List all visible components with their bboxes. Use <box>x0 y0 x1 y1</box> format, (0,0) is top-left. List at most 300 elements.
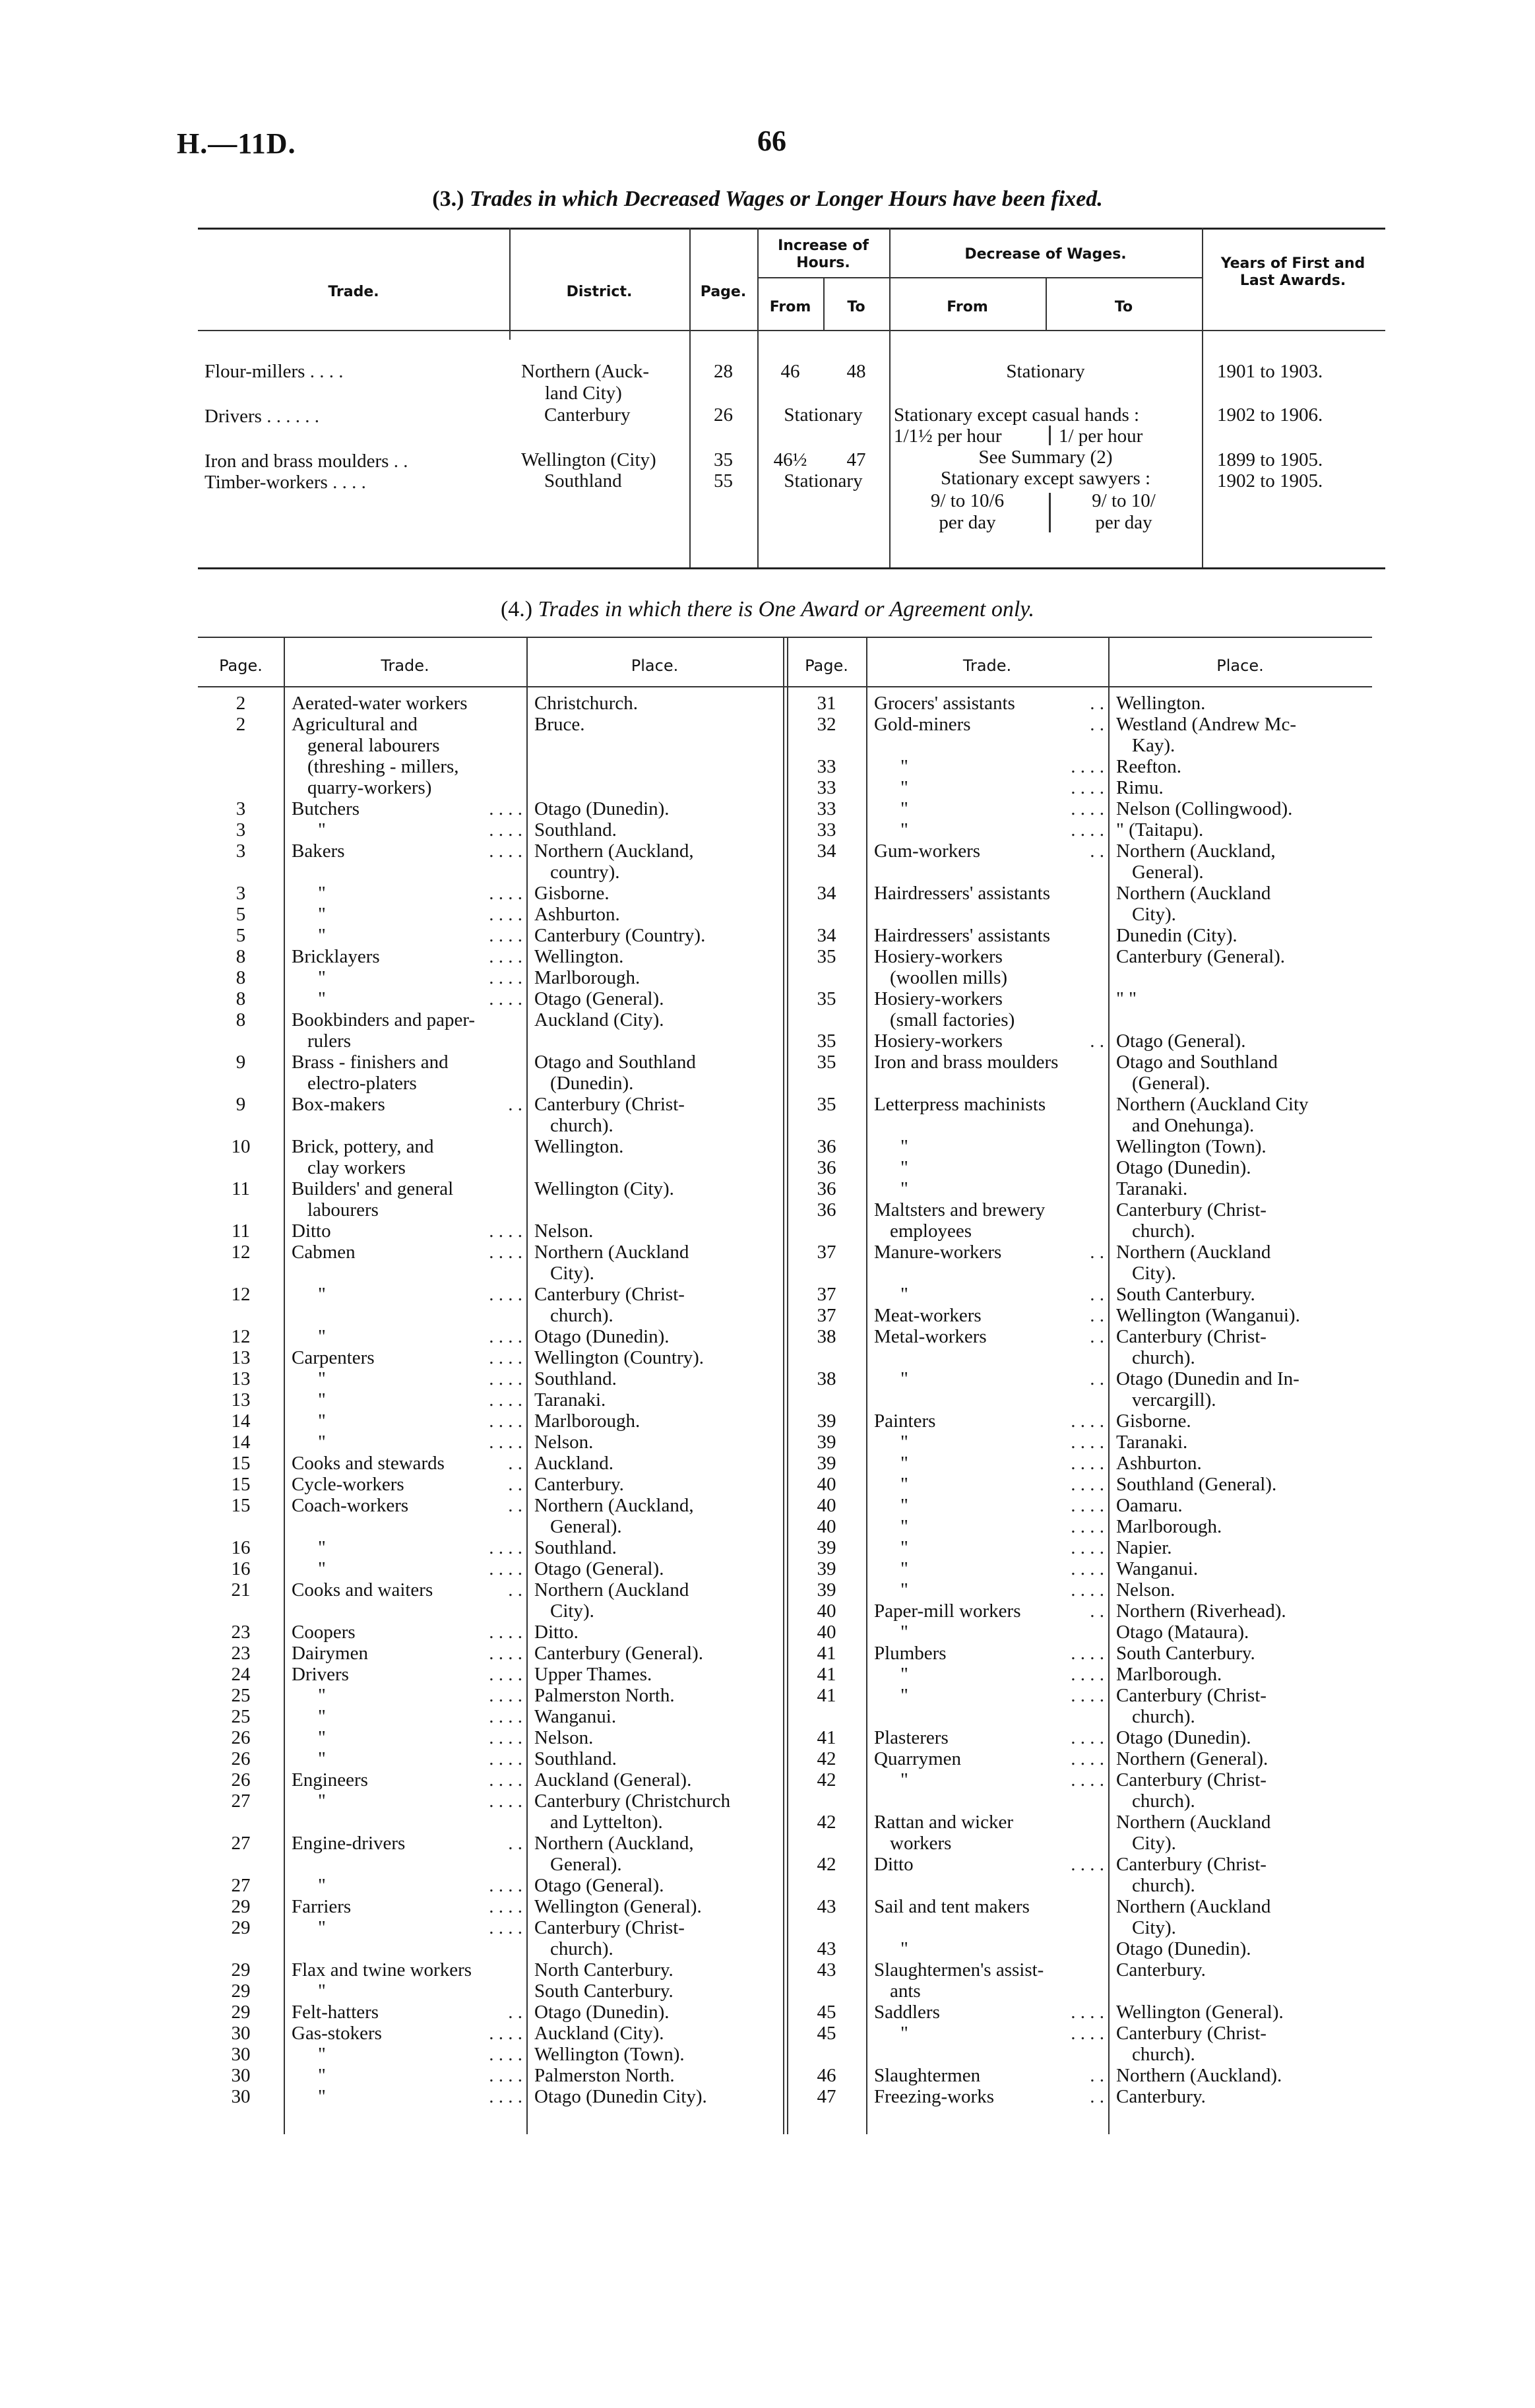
trade-text: " <box>900 756 908 777</box>
trade-text: Gum-workers <box>874 840 981 862</box>
trade-text: " <box>900 798 908 819</box>
document-code: H.—11D. <box>177 127 296 160</box>
row-trade <box>284 1917 526 1959</box>
trade-line <box>874 1516 1108 1537</box>
row-trade <box>866 714 1108 756</box>
t3-row4-wages-to: 9/ to 10/ per day <box>1092 490 1156 533</box>
trade-text: labourers <box>307 1199 379 1220</box>
place-line: Ashburton. <box>1116 1453 1202 1474</box>
trade-text: " <box>318 1685 326 1706</box>
table-row <box>787 1537 1372 1558</box>
trade-text: general labourers <box>307 735 440 756</box>
row-place <box>526 2086 787 2107</box>
row-page: 34 <box>817 925 836 946</box>
place-line: Oamaru. <box>1116 1495 1183 1516</box>
trade-text: Hairdressers' assistants <box>874 883 1050 904</box>
trade-text: Paper-mill workers <box>874 1600 1021 1622</box>
place-line: Canterbury (Christ- <box>1116 1854 1267 1875</box>
row-page: 3 <box>235 798 246 819</box>
row-place <box>1108 1305 1372 1326</box>
trade-line <box>874 2023 1108 2044</box>
table-row <box>198 1220 787 1242</box>
trade-line <box>874 1495 1108 1516</box>
leader-dots: . . . . <box>1071 1769 1104 1790</box>
trade-line <box>874 1410 1108 1432</box>
place-line: Northern (Auckland City <box>1116 1094 1309 1115</box>
leader-dots: . . . . <box>489 1284 522 1305</box>
place-line: Taranaki. <box>1116 1178 1188 1199</box>
row-trade <box>866 777 1108 798</box>
row-page: 41 <box>817 1664 836 1685</box>
place-line: Auckland (City). <box>534 2023 664 2044</box>
place-line: Northern (Auckland <box>534 1579 689 1600</box>
table-row <box>198 1558 787 1579</box>
trade-text: " <box>318 967 326 988</box>
trade-line <box>292 1347 526 1368</box>
leader-dots: . . . . <box>489 967 522 988</box>
table-row <box>198 1622 787 1643</box>
place-line: church). <box>550 1305 613 1326</box>
table-row <box>787 1600 1372 1622</box>
t3-row3-hours-to: 47 <box>846 449 866 470</box>
row-place <box>526 714 787 798</box>
place-line: Otago (Dunedin). <box>534 1326 670 1347</box>
row-place <box>1108 693 1372 714</box>
row-trade <box>866 840 1108 883</box>
place-line: (Dunedin). <box>550 1073 634 1094</box>
leader-dots: . . . . <box>489 1685 522 1706</box>
row-trade <box>866 925 1108 946</box>
row-page: 39 <box>817 1410 836 1432</box>
row-trade <box>866 1959 1108 2002</box>
row-page: 40 <box>817 1622 836 1643</box>
row-page: 38 <box>817 1326 836 1347</box>
table-row <box>787 1769 1372 1812</box>
trade-text: " <box>318 1706 326 1727</box>
table-row <box>198 840 787 883</box>
place-line: Canterbury. <box>534 1474 624 1495</box>
row-trade <box>284 1474 526 1495</box>
table-row <box>787 1854 1372 1896</box>
row-place <box>1108 1242 1372 1284</box>
row-page: 9 <box>235 1052 246 1073</box>
t3-row4-district: Southland <box>544 470 622 491</box>
row-page: 33 <box>817 756 836 777</box>
row-page: 39 <box>817 1558 836 1579</box>
table-row <box>787 1474 1372 1495</box>
leader-dots: . . . . <box>489 1389 522 1410</box>
table-row <box>787 714 1372 756</box>
place-line: church). <box>550 1115 613 1136</box>
row-page: 40 <box>817 1600 836 1622</box>
row-page: 45 <box>817 2002 836 2023</box>
place-line: Northern (Auckland, <box>534 840 694 862</box>
leader-dots: . . . . <box>1071 1537 1104 1558</box>
leader-dots: . . . . <box>489 1622 522 1643</box>
row-trade <box>284 1875 526 1896</box>
row-page: 40 <box>817 1495 836 1516</box>
table-row <box>198 946 787 967</box>
trade-text: Aerated-water workers <box>292 693 468 714</box>
row-page: 27 <box>231 1833 251 1854</box>
trade-text: " <box>318 1875 326 1896</box>
table-row <box>198 1495 787 1537</box>
trade-text: (small factories) <box>890 1009 1015 1030</box>
trade-text: " <box>318 1410 326 1432</box>
trade-text: " <box>900 2023 908 2044</box>
table-row <box>787 1896 1372 1938</box>
row-trade <box>284 2002 526 2023</box>
table-row <box>787 2023 1372 2065</box>
place-line: Canterbury (Christ- <box>1116 1769 1267 1790</box>
row-trade <box>866 1685 1108 1727</box>
row-trade <box>866 819 1108 840</box>
row-trade <box>866 2065 1108 2086</box>
trade-text: " <box>318 1980 326 2002</box>
row-place <box>1108 1727 1372 1748</box>
place-line: South Canterbury. <box>1116 1643 1255 1664</box>
row-page: 42 <box>817 1748 836 1769</box>
leader-dots: . . . . <box>489 798 522 819</box>
t3-row4-page: 55 <box>714 470 733 491</box>
trade-line <box>874 1664 1108 1685</box>
t3-row1-hours-from: 46 <box>780 361 800 382</box>
row-place <box>526 1326 787 1347</box>
row-place <box>526 1685 787 1706</box>
trade-line <box>292 1410 526 1432</box>
table-row <box>198 1410 787 1432</box>
row-page: 13 <box>231 1368 251 1389</box>
table-row <box>787 1410 1372 1432</box>
row-page: 29 <box>231 1980 251 2002</box>
trade-line <box>874 1854 1108 1875</box>
row-page: 40 <box>817 1516 836 1537</box>
trade-line <box>292 1959 526 1980</box>
row-trade <box>866 1199 1108 1242</box>
place-line: Nelson. <box>534 1220 594 1242</box>
row-page: 43 <box>817 1896 836 1917</box>
trade-text: " <box>900 1685 908 1706</box>
place-line: Otago (Dunedin and In- <box>1116 1368 1300 1389</box>
place-line: Otago (General). <box>534 988 664 1009</box>
table-row <box>198 1178 787 1220</box>
leader-dots: . . <box>1090 1305 1104 1326</box>
trade-line <box>874 1643 1108 1664</box>
row-trade <box>866 1727 1108 1748</box>
trade-text: " <box>900 1136 908 1157</box>
trade-line <box>292 1685 526 1706</box>
trade-line <box>292 1664 526 1685</box>
place-line: Otago and Southland <box>534 1052 696 1073</box>
table-row <box>787 1305 1372 1326</box>
row-trade <box>866 1326 1108 1368</box>
row-page: 34 <box>817 840 836 862</box>
leader-dots: . . . . <box>1071 1558 1104 1579</box>
place-line: church). <box>550 1938 613 1959</box>
row-page: 29 <box>231 2002 251 2023</box>
row-trade <box>866 1495 1108 1516</box>
trade-line <box>292 1199 526 1220</box>
section-4-title <box>0 597 1535 622</box>
trade-line <box>874 2002 1108 2023</box>
col-years-header: Years of First and Last Awards. <box>1220 255 1365 289</box>
row-trade <box>866 1052 1108 1094</box>
place-line: Ditto. <box>534 1622 579 1643</box>
row-place <box>1108 946 1372 988</box>
trade-line <box>292 714 526 735</box>
row-trade <box>866 988 1108 1030</box>
trade-line <box>874 1980 1108 2002</box>
leader-dots: . . . . <box>489 1664 522 1685</box>
row-place <box>526 1495 787 1537</box>
table-row <box>787 756 1372 777</box>
place-line: Nelson. <box>1116 1579 1175 1600</box>
trade-line <box>292 1094 526 1115</box>
row-place <box>1108 777 1372 798</box>
table-row <box>198 1326 787 1347</box>
trade-text: " <box>900 1938 908 1959</box>
row-place <box>1108 1600 1372 1622</box>
leader-dots: . . . . <box>489 904 522 925</box>
row-trade <box>866 693 1108 714</box>
row-page: 47 <box>817 2086 836 2107</box>
row-trade <box>866 1748 1108 1769</box>
trade-line <box>874 1959 1108 1980</box>
trade-text: Dairymen <box>292 1643 368 1664</box>
place-line: Wellington (Country). <box>534 1347 705 1368</box>
trade-text: (woollen mills) <box>890 967 1008 988</box>
trade-text: Cabmen <box>292 1242 356 1263</box>
trade-text: " <box>900 819 908 840</box>
trade-text: " <box>318 1790 326 1812</box>
row-trade <box>284 1136 526 1178</box>
place-line: South Canterbury. <box>1116 1284 1255 1305</box>
table-row <box>198 883 787 904</box>
row-page: 34 <box>817 883 836 904</box>
trade-line <box>874 1242 1108 1263</box>
leader-dots: . . <box>508 1453 522 1474</box>
place-line: Marlborough. <box>1116 1516 1222 1537</box>
row-trade <box>284 840 526 883</box>
place-line: Canterbury (General). <box>534 1643 704 1664</box>
row-page: 26 <box>231 1748 251 1769</box>
row-place <box>1108 1685 1372 1727</box>
row-place <box>526 946 787 967</box>
row-page: 27 <box>231 1790 251 1812</box>
row-place <box>526 883 787 904</box>
trade-line <box>292 1136 526 1157</box>
table-row <box>787 798 1372 819</box>
trade-text: Letterpress machinists <box>874 1094 1046 1115</box>
row-page: 27 <box>231 1875 251 1896</box>
place-line: Canterbury (General). <box>1116 946 1286 967</box>
place-line: Westland (Andrew Mc- <box>1116 714 1297 735</box>
trade-line <box>874 1157 1108 1178</box>
one-award-table <box>198 637 1372 2147</box>
table-row <box>787 2002 1372 2023</box>
t3-row4-trade: Timber-workers . . . . <box>204 472 366 493</box>
trade-line <box>292 1558 526 1579</box>
trade-line <box>292 1769 526 1790</box>
trade-line <box>292 1643 526 1664</box>
table-row <box>198 1875 787 1896</box>
row-trade <box>284 1959 526 1980</box>
t3-row2-wages-from: 1/1½ per hour <box>894 426 1002 447</box>
table-row <box>787 1558 1372 1579</box>
table-row <box>198 1959 787 1980</box>
trade-line <box>874 1368 1108 1389</box>
leader-dots: . . . . <box>489 1242 522 1263</box>
row-page: 31 <box>817 693 836 714</box>
row-place <box>1108 1896 1372 1938</box>
trade-line <box>292 1706 526 1727</box>
row-trade <box>284 798 526 819</box>
place-line: Canterbury (Christ- <box>1116 1199 1267 1220</box>
row-place <box>526 1748 787 1769</box>
trade-line <box>292 1917 526 1938</box>
leader-dots: . . . . <box>489 1220 522 1242</box>
place-line: City). <box>1132 1833 1176 1854</box>
row-trade <box>284 967 526 988</box>
leader-dots: . . . . <box>489 2023 522 2044</box>
row-page: 41 <box>817 1643 836 1664</box>
row-place <box>1108 1199 1372 1242</box>
row-place <box>526 2023 787 2044</box>
trade-text: Cycle-workers <box>292 1474 404 1495</box>
row-place <box>526 1432 787 1453</box>
row-place <box>1108 1326 1372 1368</box>
row-page: 12 <box>231 1326 251 1347</box>
leader-dots: . . <box>1090 1030 1104 1052</box>
row-page: 41 <box>817 1685 836 1706</box>
trade-line <box>874 1727 1108 1748</box>
row-page: 11 <box>232 1220 250 1242</box>
row-page: 23 <box>231 1622 251 1643</box>
place-line: Ashburton. <box>534 904 620 925</box>
row-trade <box>284 925 526 946</box>
table-row <box>198 1579 787 1622</box>
trade-line <box>292 2065 526 2086</box>
trade-line <box>292 2086 526 2107</box>
row-place <box>1108 2086 1372 2107</box>
place-line: General). <box>1132 862 1204 883</box>
trade-text: " <box>318 1917 326 1938</box>
row-page: 29 <box>231 1896 251 1917</box>
trade-line <box>292 1622 526 1643</box>
place-line: City). <box>1132 1263 1176 1284</box>
row-page: 12 <box>231 1242 251 1263</box>
place-line: Otago (Dunedin). <box>534 2002 670 2023</box>
leader-dots: . . . . <box>1071 2002 1104 2023</box>
row-trade <box>866 1136 1108 1157</box>
row-place <box>1108 1769 1372 1812</box>
place-line: Wellington. <box>534 946 624 967</box>
place-line: Canterbury (Christ- <box>534 1284 685 1305</box>
trade-line <box>292 1432 526 1453</box>
table-row <box>198 1453 787 1474</box>
row-trade <box>284 1579 526 1622</box>
row-page: 39 <box>817 1453 836 1474</box>
row-place <box>1108 819 1372 840</box>
trade-text: ants <box>890 1980 921 2002</box>
right-entries <box>787 693 1372 2107</box>
trade-text: " <box>318 1368 326 1389</box>
leader-dots: . . . . <box>489 1326 522 1347</box>
leader-dots: . . <box>1090 1242 1104 1263</box>
row-trade <box>866 1600 1108 1622</box>
row-page: 32 <box>817 714 836 735</box>
trade-line <box>292 1790 526 1812</box>
trade-line <box>292 840 526 862</box>
row-page: 13 <box>231 1347 251 1368</box>
row-place <box>526 1242 787 1284</box>
trade-text: " <box>900 1474 908 1495</box>
t3-row4-hours: Stationary <box>784 470 863 491</box>
place-line: Canterbury (Christ- <box>534 1094 685 1115</box>
row-place <box>526 1537 787 1558</box>
row-place <box>1108 1410 1372 1432</box>
trade-line <box>292 967 526 988</box>
place-line: City). <box>1132 1917 1176 1938</box>
trade-text: " <box>318 1284 326 1305</box>
row-place <box>1108 714 1372 756</box>
row-place <box>1108 1664 1372 1685</box>
row-trade <box>866 1474 1108 1495</box>
trade-line <box>292 1727 526 1748</box>
row-trade <box>284 693 526 714</box>
row-trade <box>866 1664 1108 1685</box>
row-place <box>1108 2002 1372 2023</box>
trade-line <box>874 1896 1108 1917</box>
row-trade <box>284 1748 526 1769</box>
row-page: 36 <box>817 1157 836 1178</box>
trade-line <box>292 988 526 1009</box>
t3-row1-years: 1901 to 1903. <box>1217 361 1323 382</box>
section-4-number: (4.) <box>500 597 533 621</box>
row-trade <box>284 1643 526 1664</box>
trade-text: " <box>318 988 326 1009</box>
col-trade-header: Trade. <box>328 284 379 300</box>
row-place <box>526 819 787 840</box>
trade-text: " <box>900 777 908 798</box>
row-place <box>526 840 787 883</box>
leader-dots: . . . . <box>1071 1854 1104 1875</box>
place-line: Kay). <box>1132 735 1175 756</box>
leader-dots: . . . . <box>489 1790 522 1812</box>
leader-dots: . . . . <box>1071 1579 1104 1600</box>
t3-row2-years: 1902 to 1906. <box>1217 404 1323 426</box>
table-row <box>787 1284 1372 1305</box>
row-page: 26 <box>231 1769 251 1790</box>
trade-line <box>874 1030 1108 1052</box>
row-place <box>526 1220 787 1242</box>
trade-line <box>874 1326 1108 1347</box>
trade-text: " <box>900 1664 908 1685</box>
trade-text: Cooks and waiters <box>292 1579 433 1600</box>
row-place <box>526 1875 787 1896</box>
row-page: 25 <box>231 1706 251 1727</box>
place-line: and Onehunga). <box>1132 1115 1255 1136</box>
row-trade <box>866 1516 1108 1537</box>
leader-dots: . . <box>508 1495 522 1516</box>
table-row <box>787 1326 1372 1368</box>
leader-dots: . . . . <box>1071 777 1104 798</box>
row-trade <box>284 1664 526 1685</box>
left-place-header: Place. <box>631 656 679 675</box>
place-line: Auckland. <box>534 1453 613 1474</box>
row-place <box>526 1579 787 1622</box>
trade-text: " <box>318 904 326 925</box>
